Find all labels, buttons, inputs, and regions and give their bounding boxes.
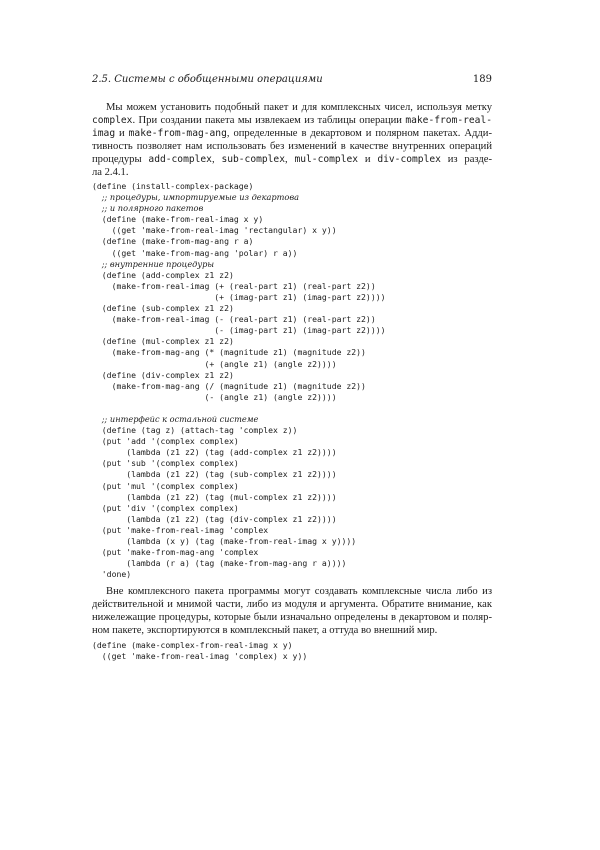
code-line: (put 'add '(complex complex) xyxy=(92,436,239,447)
outro-line-3: нижележащие процедуры, которые были изначально определены в декартовом и поляр- xyxy=(92,612,492,623)
code-line: (define (make-from-mag-ang r a) xyxy=(92,236,254,247)
code-term-make-from-mag-ang: make-from-mag-ang xyxy=(128,128,227,139)
intro-line-5-text-c: , xyxy=(285,154,295,165)
code-line: (make-from-mag-ang (* (magnitude z1) (magnitude z2)) xyxy=(92,347,366,358)
code-line: (make-from-real-imag (- (real-part z1) (real-part z2)) xyxy=(92,314,376,325)
page-number: 189 xyxy=(472,74,492,85)
intro-line-3 xyxy=(92,127,492,140)
code-line: (make-from-real-imag (+ (real-part z1) (real-part z2)) xyxy=(92,280,376,291)
code-line: (lambda (z1 z2) (tag (add-complex z1 z2)))) xyxy=(92,447,337,458)
code-line: (define (sub-complex z1 z2) xyxy=(92,303,234,314)
code-line: (put 'div '(complex complex) xyxy=(92,502,239,513)
code-line: (lambda (r a) (tag (make-from-mag-ang r a)))) xyxy=(92,558,347,569)
code-listing-make-complex-from-real-imag xyxy=(92,640,502,662)
code-listing-install-complex-package xyxy=(92,181,502,580)
code-term-complex: complex xyxy=(92,115,133,126)
intro-paragraph xyxy=(92,101,492,179)
code-line: (put 'mul '(complex complex) xyxy=(92,480,239,491)
section-title: 2.5. Системы с обобщенными операциями xyxy=(92,74,323,85)
code-line: (put 'make-from-real-imag 'complex xyxy=(92,524,269,535)
code-line: (define (tag z) (attach-tag 'complex z)) xyxy=(92,425,298,436)
code-line: (+ (angle z1) (angle z2)))) xyxy=(92,358,337,369)
intro-line-5-text-a: процедуры xyxy=(92,154,149,165)
code-line: (lambda (z1 z2) (tag (mul-complex z1 z2)))) xyxy=(92,491,337,502)
code-line xyxy=(92,203,502,214)
intro-line-6: ла 2.4.1. xyxy=(92,167,129,178)
code-line: 'done) xyxy=(92,569,132,580)
code-line: (lambda (x y) (tag (make-from-real-imag x y)))) xyxy=(92,536,357,546)
code-line: (- (imag-part z1) (imag-part z2)))) xyxy=(92,325,386,336)
intro-line-2-text: . При создании пакета мы извлекаем из таблицы операции xyxy=(132,115,406,126)
outro-line-1: Вне комплексного пакета программы могут создавать комплексные числа либо из xyxy=(106,586,492,597)
code-line: ((get 'make-from-real-imag 'complex) x y)) xyxy=(92,651,308,662)
code-term-add-complex: add-complex xyxy=(148,154,212,165)
outro-line-2: действительной и мнимой части, либо из модуля и аргумента. Обратите внимание, как xyxy=(92,599,492,610)
intro-line-5-text-e: из разде- xyxy=(440,154,493,165)
code-line: (define (add-complex z1 z2) xyxy=(92,269,234,280)
running-header xyxy=(92,74,492,85)
intro-line-1: Мы можем установить подобный пакет и для комплексных чисел, используя метку xyxy=(106,102,492,113)
code-indent xyxy=(92,192,102,202)
intro-line-2 xyxy=(92,114,492,127)
code-line xyxy=(92,259,502,270)
code-indent xyxy=(92,203,102,213)
code-indent xyxy=(92,414,102,424)
code-term-sub-complex: sub-complex xyxy=(221,154,285,165)
code-line: (put 'make-from-mag-ang 'complex xyxy=(92,547,259,558)
code-comment: ;; интерфейс к остальной системе xyxy=(101,413,259,424)
code-comment: ;; и полярного пакетов xyxy=(101,203,204,214)
code-line: (lambda (z1 z2) (tag (sub-complex z1 z2)))) xyxy=(92,469,337,480)
outro-line-4: ном пакете, экспортируются в комплексный пакет, а оттуда во внешний мир. xyxy=(92,625,438,636)
code-term-div-complex: div-complex xyxy=(377,154,441,165)
code-term-make-from-real: make-from-real- xyxy=(405,115,492,126)
code-line xyxy=(92,414,502,425)
intro-line-5 xyxy=(92,153,492,166)
intro-line-5-text-b: , xyxy=(211,154,222,165)
intro-line-3-text-b: , определенные в декартовом и полярном пакетах. Адди- xyxy=(226,128,492,139)
code-line xyxy=(92,403,502,414)
intro-line-5-text-d: и xyxy=(358,154,378,165)
code-line: (put 'sub '(complex complex) xyxy=(92,458,239,469)
code-line: (define (install-complex-package) xyxy=(92,181,254,191)
code-indent xyxy=(92,259,102,269)
code-line: ((get 'make-from-mag-ang 'polar) r a)) xyxy=(92,247,298,258)
code-line: ((get 'make-from-real-imag 'rectangular) x y)) xyxy=(92,225,337,236)
code-line xyxy=(92,192,502,203)
code-line: (define (make-complex-from-real-imag x y) xyxy=(92,640,293,650)
code-line: (lambda (z1 z2) (tag (div-complex z1 z2)))) xyxy=(92,513,337,524)
code-line: (+ (imag-part z1) (imag-part z2)))) xyxy=(92,291,386,302)
code-comment: ;; внутренние процедуры xyxy=(101,258,215,269)
outro-paragraph xyxy=(92,585,492,637)
code-comment: ;; процедуры, импортируемые из декартова xyxy=(101,192,299,203)
code-line: (define (div-complex z1 z2) xyxy=(92,369,234,380)
code-line: (define (make-from-real-imag x y) xyxy=(92,214,264,225)
code-term-imag: imag xyxy=(92,128,116,139)
intro-line-4: тивность позволяет нам использовать без изменений в качестве внутренних операций xyxy=(92,141,492,152)
code-term-mul-complex: mul-complex xyxy=(294,154,359,165)
code-line: (make-from-mag-ang (/ (magnitude z1) (magnitude z2)) xyxy=(92,380,366,391)
code-line: (- (angle z1) (angle z2)))) xyxy=(92,391,337,402)
intro-line-3-text-a: и xyxy=(115,128,129,139)
code-line: (define (mul-complex z1 z2) xyxy=(92,336,234,347)
